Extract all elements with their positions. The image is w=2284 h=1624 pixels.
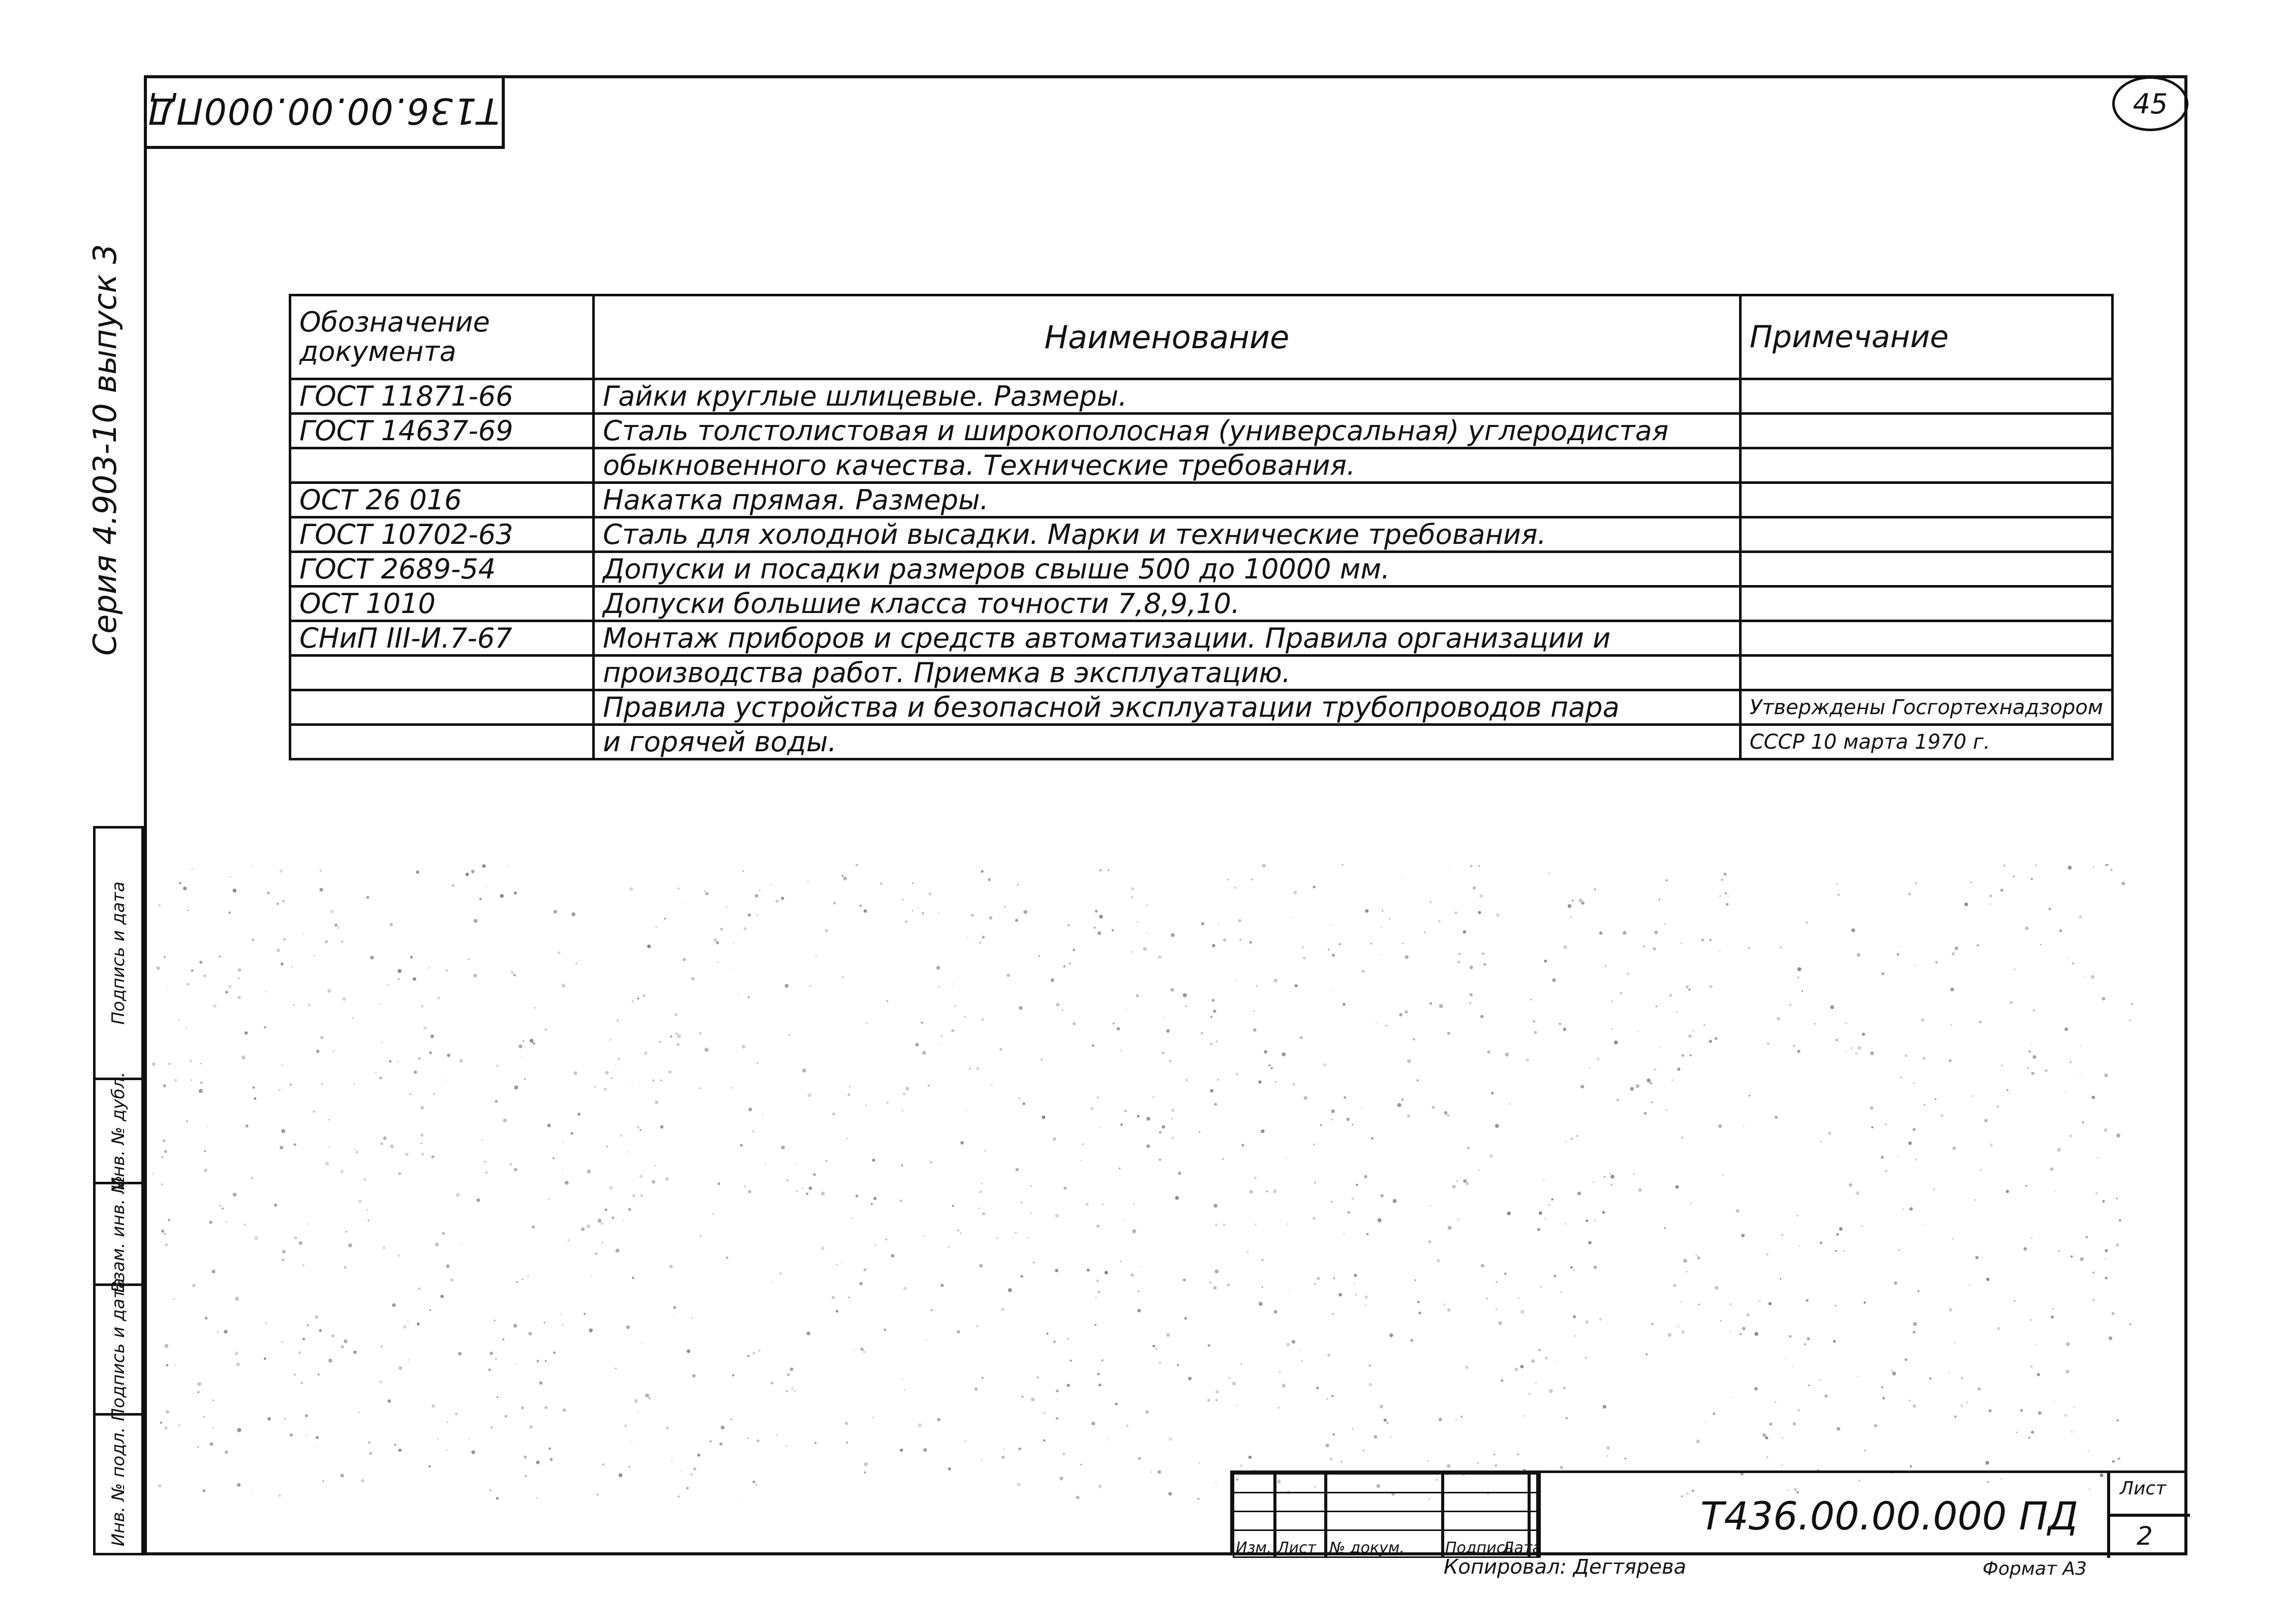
cell-name: Накатка прямая. Размеры. bbox=[594, 483, 1741, 517]
table-row bbox=[290, 552, 2113, 587]
sheet-number: 2 bbox=[2137, 1521, 2153, 1551]
corner-code: T136.00.00.000ПД bbox=[146, 89, 500, 132]
cell-name: Монтаж приборов и средств автоматизации. Правила организации и bbox=[594, 621, 1741, 656]
stamp-cell: Инв. № подл. bbox=[96, 1413, 141, 1558]
cell-note bbox=[1740, 552, 2112, 587]
cell-note: СССР 10 марта 1970 г. bbox=[1740, 725, 2112, 759]
cell-name: Допуски и посадки размеров свыше 500 до 10000 мм. bbox=[594, 552, 1741, 587]
cell-name: Правила устройства и безопасной эксплуатации трубопроводов пара bbox=[594, 690, 1741, 725]
cell-note bbox=[1740, 517, 2112, 552]
cell-note bbox=[1740, 379, 2112, 414]
table-row bbox=[290, 725, 2113, 759]
sheet-label: Лист bbox=[2120, 1478, 2167, 1499]
cell-name: Сталь толстолистовая и широкополосная (универсальная) углеродистая bbox=[594, 414, 1741, 448]
cell-note bbox=[1740, 414, 2112, 448]
cell-designation: ОСТ 1010 bbox=[290, 587, 594, 621]
stamp-cell: Инв. № дубл. bbox=[96, 1078, 141, 1182]
document-code: Т436.00.00.000 ПД bbox=[1700, 1493, 2079, 1539]
cell-note: Утверждены Госгортехнадзором bbox=[1740, 690, 2112, 725]
page-number: 45 bbox=[2112, 76, 2188, 131]
cell-note bbox=[1740, 587, 2112, 621]
cell-note bbox=[1740, 621, 2112, 656]
corner-code-box bbox=[144, 75, 505, 149]
series-label: Серия 4.903-10 выпуск 3 bbox=[86, 244, 124, 656]
stamp-cell: Подпись и дата bbox=[96, 1283, 141, 1413]
side-stamp bbox=[93, 826, 144, 1555]
table-row bbox=[290, 448, 2113, 483]
cell-designation bbox=[290, 656, 594, 690]
table-row bbox=[290, 517, 2113, 552]
document-table bbox=[289, 294, 2114, 760]
cell-name: Допуски большие класса точности 7,8,9,10. bbox=[594, 587, 1741, 621]
table-row bbox=[290, 483, 2113, 517]
tb-label-date: Дата bbox=[1502, 1539, 1542, 1557]
cell-designation bbox=[290, 725, 594, 759]
cell-name: и горячей воды. bbox=[594, 725, 1741, 759]
header-designation: Обозначение документа bbox=[290, 295, 594, 379]
cell-designation bbox=[290, 690, 594, 725]
copied-by: Копировал: Дегтярева bbox=[1444, 1555, 1687, 1579]
table-row bbox=[290, 414, 2113, 448]
cell-designation bbox=[290, 448, 594, 483]
table-row bbox=[290, 379, 2113, 414]
table-header-row bbox=[290, 295, 2113, 379]
cell-name: обыкновенного качества. Технические требования. bbox=[594, 448, 1741, 483]
table-row bbox=[290, 690, 2113, 725]
stamp-cell: Подпись и дата bbox=[108, 881, 129, 1025]
tb-label-change: Изм. bbox=[1236, 1539, 1272, 1557]
scan-noise bbox=[153, 864, 2135, 1499]
tb-label-docnum: № докум. bbox=[1329, 1539, 1405, 1557]
table-row bbox=[290, 621, 2113, 656]
tb-label-sheet: Лист bbox=[1277, 1539, 1317, 1557]
cell-designation: ГОСТ 2689-54 bbox=[290, 552, 594, 587]
table-row bbox=[290, 656, 2113, 690]
cell-designation: ОСТ 26 016 bbox=[290, 483, 594, 517]
tb-label-signature: Подпись bbox=[1445, 1539, 1514, 1557]
cell-note bbox=[1740, 448, 2112, 483]
cell-note bbox=[1740, 656, 2112, 690]
cell-name: производства работ. Приемка в эксплуатацию. bbox=[594, 656, 1741, 690]
cell-designation: ГОСТ 14637-69 bbox=[290, 414, 594, 448]
cell-name: Сталь для холодной высадки. Марки и технические требования. bbox=[594, 517, 1741, 552]
cell-name: Гайки круглые шлицевые. Размеры. bbox=[594, 379, 1741, 414]
title-block bbox=[1230, 1470, 2187, 1555]
header-note: Примечание bbox=[1740, 295, 2112, 379]
table-row bbox=[290, 587, 2113, 621]
header-name: Наименование bbox=[594, 295, 1741, 379]
cell-designation: ГОСТ 11871-66 bbox=[290, 379, 594, 414]
format-label: Формат А3 bbox=[1983, 1558, 2087, 1579]
cell-designation: СНиП III-И.7-67 bbox=[290, 621, 594, 656]
stamp-cell: Взам. инв. № bbox=[96, 1182, 141, 1283]
cell-designation: ГОСТ 10702-63 bbox=[290, 517, 594, 552]
cell-note bbox=[1740, 483, 2112, 517]
